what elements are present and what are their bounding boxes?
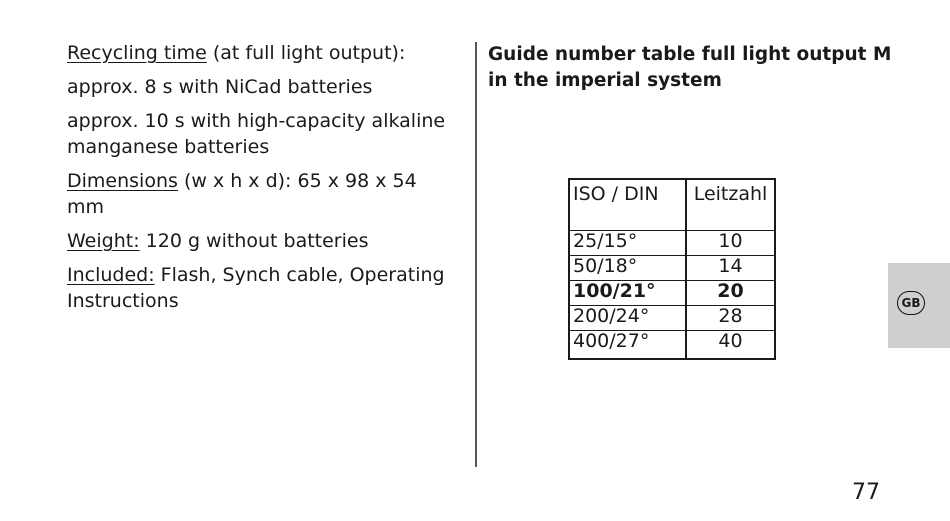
language-badge: GB [897,291,925,315]
table-row-iso: 200/24° [573,305,650,327]
table-row-iso: 400/27° [573,330,650,352]
recycling-alkaline: approx. 10 s with high-capacity alkaline manganese batteries [67,110,446,158]
included-label: Included: [67,264,155,286]
weight-label: Weight: [67,230,140,252]
specifications [67,40,457,322]
table-row-gn: 28 [718,305,743,327]
weight-text: 120 g without batteries [139,230,369,252]
header-guide-number: Leitzahl [693,183,768,205]
recycling-time [67,40,457,66]
dimensions-label: Dimensions [67,170,178,192]
table-row-gn: 14 [718,255,743,277]
guide-number-table [568,178,776,360]
dimensions [67,168,457,220]
table-row-iso: 100/21° [573,280,656,302]
header-iso: ISO / DIN [573,183,659,205]
recycling-time-text: (at full light output): [206,42,406,64]
included [67,262,457,314]
column-divider [475,42,477,467]
language-tab [888,263,950,348]
recycling-nicad: approx. 8 s with NiCad batteries [67,76,373,98]
table-row-iso: 25/15° [573,230,638,252]
guide-table-title: Guide number table full light output M in the imperial system [488,44,892,91]
table-row-iso: 50/18° [573,255,638,277]
table-row-gn: 20 [717,280,744,302]
table-row-gn: 10 [718,230,743,252]
page-number: 77 [852,480,880,505]
included-text: Flash, Synch cable, Operating Instructions [67,264,445,312]
recycling-time-label: Recycling time [67,42,207,64]
table-row-gn: 40 [718,330,743,352]
weight [67,228,457,254]
dimensions-text: (w x h x d): 65 x 98 x 54 mm [67,170,417,218]
